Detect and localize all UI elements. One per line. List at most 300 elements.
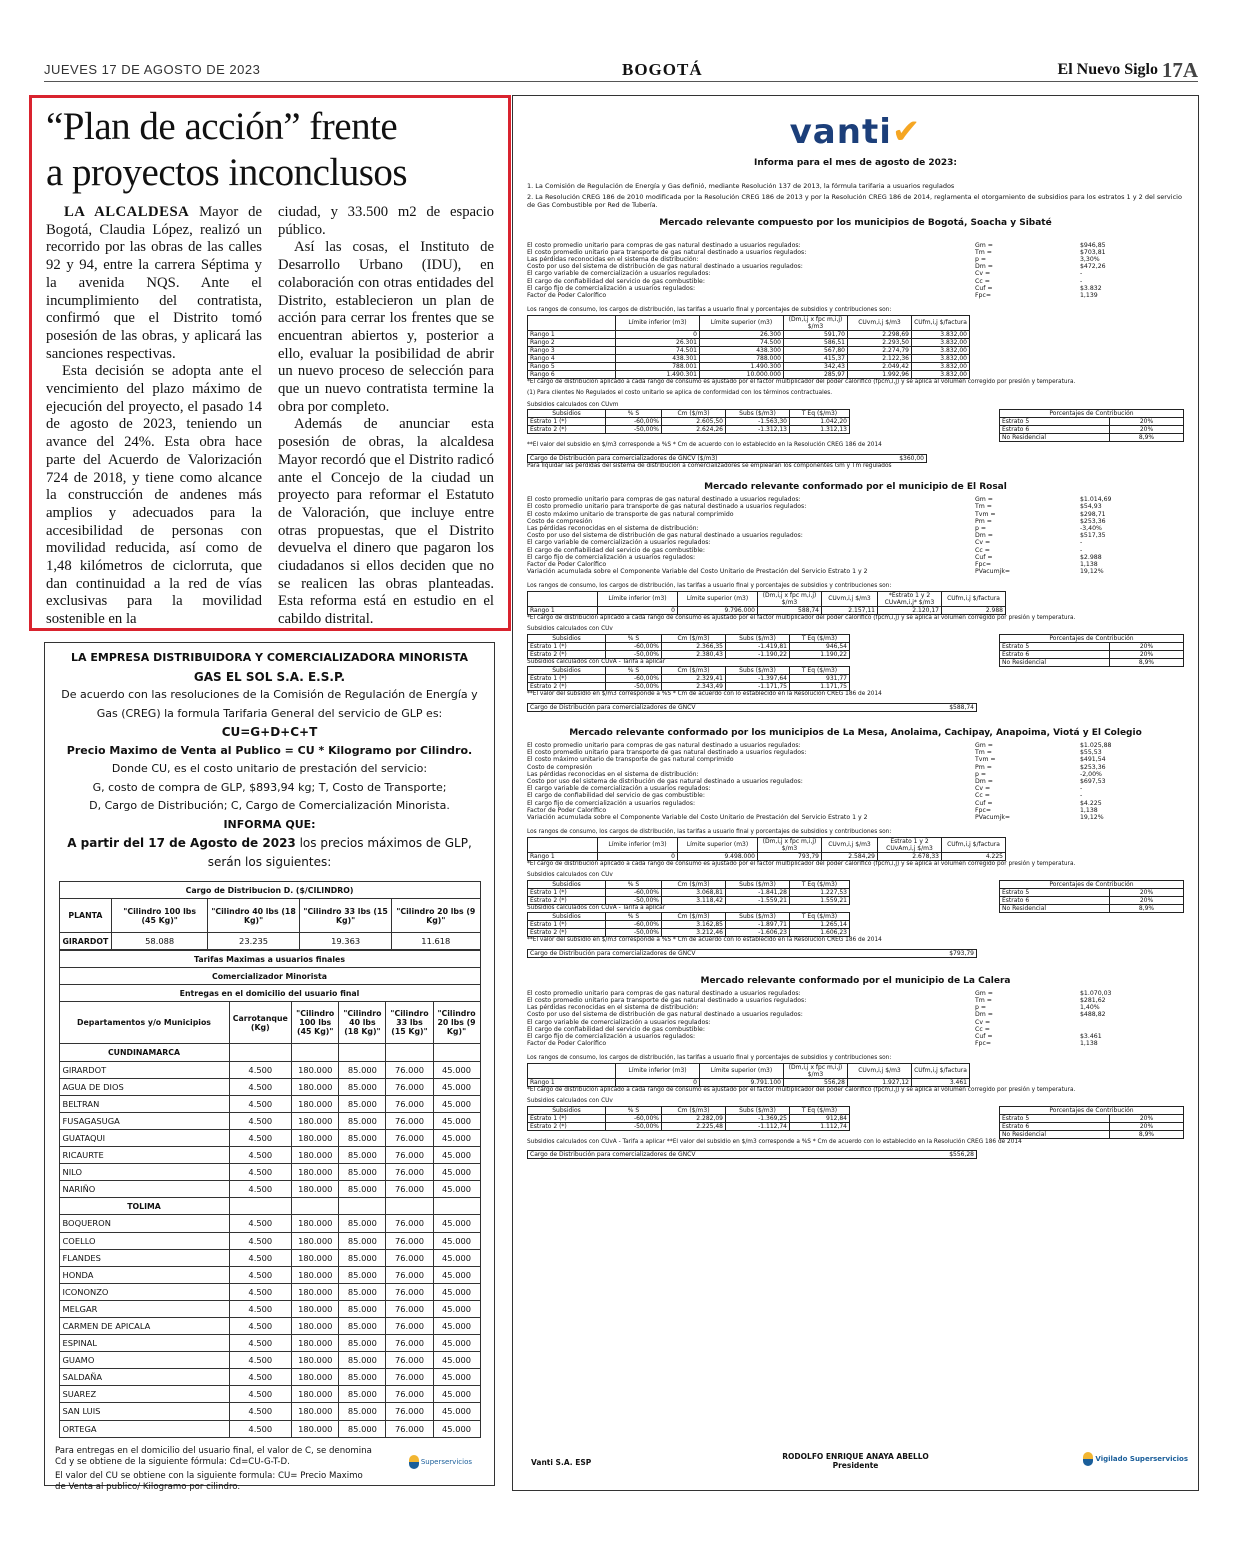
param-cell: Las pérdidas reconocidas en el sistema de distribución: (527, 770, 699, 778)
param-cell: Las pérdidas reconocidas en el sistema de distribución: (527, 525, 699, 533)
param-cell: $1.070,03 (1080, 989, 1112, 997)
market-section (527, 218, 1184, 471)
page-header (44, 60, 1198, 82)
param-cell: p = (975, 525, 987, 533)
market-parameters (527, 742, 1184, 821)
price-cell: 76.000 (386, 1403, 433, 1420)
param-cell: Cv = (975, 785, 991, 793)
table-row: Estrato 1 (*) -60,00% 2.282,09 -1.369,25 912,84 (528, 1114, 850, 1122)
table-row (59, 1352, 480, 1369)
market-title: Mercado relevante conformado por el municipio de La Calera (700, 975, 1011, 986)
price-cell: 180.000 (292, 1403, 339, 1420)
price-cell: 76.000 (386, 1300, 433, 1317)
param-cell: Costo de compresión (527, 763, 593, 771)
table-row (59, 1249, 480, 1266)
param-cell: Cc = (975, 792, 990, 800)
param-cell: El cargo fijo de comercialización a usuarios regulados: (527, 553, 696, 561)
table-row (59, 1147, 480, 1164)
ranges-intro: Los rangos de consumo, los cargos de distribución, las tarifas a usuario final y porcentajes de subsidios y contribuciones son: (527, 829, 892, 836)
table-row: Estrato 2 (*) -50,00% 3.212,46 -1.606,23 1.606,23 (528, 929, 850, 937)
price-cell: 180.000 (292, 1061, 339, 1078)
param-cell: El cargo de confiabilidad del servicio de gas combustible: (527, 277, 705, 285)
municipality-name: COELLO (59, 1232, 229, 1249)
market-section (527, 482, 1184, 712)
table-row: Rango 3 74.501 438.300 567,80 2.274,79 3.832,00 (528, 346, 970, 354)
table-row: Estrato 2 (*) -50,00% 2.343,49 -1.171,75 1.171,75 (528, 683, 850, 691)
param-cell: Fpc= (975, 561, 992, 569)
contribution-table: Porcentajes de Contribución Estrato 5 20% Estrato 6 20% No Residencial 8,9% (999, 409, 1184, 442)
ranges-table: Límite inferior (m3) Límite superior (m3) (Dm,i,j x fpc m,i,j) $/m3 CUvm,i,j $/m3 *Estrato 1 y 2 CUvAm,i,j* $/m3 CUfm,i,j $/factura Rango 1 0 9.796.000 588,74 2.157,11 2.120,17 2.988 (527, 591, 1006, 615)
param-cell: - (1080, 539, 1083, 547)
price-cell: 76.000 (386, 1249, 433, 1266)
param-cell: Fpc= (975, 1040, 992, 1048)
param-cell: Pm = (975, 517, 992, 525)
table-row (59, 1181, 480, 1198)
param-cell: $491,54 (1080, 756, 1106, 764)
price-cell: 45.000 (433, 1300, 480, 1317)
table-row: No Residencial 8,9% (1000, 434, 1184, 442)
market-parameters (527, 990, 1184, 1048)
param-cell: $3.461 (1080, 1032, 1102, 1040)
table-row (59, 1129, 480, 1146)
price-cell: 45.000 (433, 1078, 480, 1095)
article-paragraph: LA ALCALDESA Mayor de Bogotá, Claudia López, realizó un recorrido por las obras de las calles 92 y 94, entre la carrera Séptima y la avenida NQS. Ante el incumplimiento del contratista, confirmó que el Distrito tomó posesión de las obras, y aplicará las sanciones respectivas. (46, 204, 263, 362)
param-cell: Tvm = (975, 510, 996, 518)
param-cell: - (1080, 270, 1083, 278)
param-cell (1080, 1019, 1200, 1026)
vanti-item-1: 1. La Comisión de Regulación de Energía y Gas definió, mediante Resolución 137 de 2013, la fórmula tarifaria a usuarios regulados (527, 182, 955, 190)
price-cell: 45.000 (433, 1232, 480, 1249)
gncv-label: Cargo de Distribución para comercializadores de GNCV (530, 703, 696, 711)
vanti-company: Vanti S.A. ESP (531, 1458, 592, 1467)
price-cell: 85.000 (339, 1335, 386, 1352)
price-cell: 85.000 (339, 1369, 386, 1386)
vanti-tariff-notice (512, 95, 1199, 1491)
price-cell: 180.000 (292, 1335, 339, 1352)
param-cell: Cc = (975, 277, 990, 285)
param-cell: $697,53 (1080, 777, 1106, 785)
param-cell: El cargo variable de comercialización a usuarios regulados: (527, 785, 711, 793)
price-cell: 4.500 (229, 1095, 292, 1112)
price-cell: 45.000 (433, 1369, 480, 1386)
price-cell: 180.000 (292, 1095, 339, 1112)
param-cell: -2,00% (1080, 770, 1102, 778)
price-cell: 76.000 (386, 1232, 433, 1249)
table-row: Estrato 6 20% (1000, 896, 1184, 904)
param-cell: $488,82 (1080, 1011, 1106, 1019)
param-cell: El costo promedio unitario para transporte de gas natural destinado a usuarios regulados: (527, 503, 807, 511)
subsidy-table: Subsidios % S Cm ($/m3) Subs ($/m3) T Eq ($/m3) Estrato 1 (*) -60,00% 2.605,50 -1.563,30 1.042,20 Estrato 2 (*) -50,00% 2.624,26 -1.312,13 1.312,13 (527, 409, 850, 434)
price-cell: 85.000 (339, 1215, 386, 1232)
param-cell: El costo promedio unitario para compras de gas natural destinado a usuarios regulados: (527, 989, 801, 997)
subsidy-note: **El valor del subsidio en $/m3 corresponde a %S * Cm de acuerdo con lo establecido en la Resolución CREG 186 de 2014 (527, 442, 882, 449)
ranges-intro: Los rangos de consumo, los cargos de distribución, las tarifas a usuario final y porcentajes de subsidios y contribuciones son: (527, 1055, 892, 1062)
price-cell: 45.000 (433, 1386, 480, 1403)
price-cell: 85.000 (339, 1112, 386, 1129)
glp-company: GAS EL SOL S.A. E.S.P. (193, 669, 346, 684)
table-row: Estrato 2 (*) -50,00% 2.225,48 -1.112,74 1.112,74 (528, 1122, 850, 1130)
param-cell: Factor de Poder Calorífico (527, 1040, 607, 1048)
price-cell: 180.000 (292, 1317, 339, 1334)
newspaper-name: El Nuevo Siglo (1057, 61, 1158, 78)
price-cell: 45.000 (433, 1095, 480, 1112)
price-cell: 180.000 (292, 1181, 339, 1198)
param-cell: El cargo de confiabilidad del servicio de gas combustible: (527, 792, 705, 800)
price-cell: 180.000 (292, 1420, 339, 1437)
param-cell: El costo promedio unitario para compras de gas natural destinado a usuarios regulados: (527, 241, 801, 249)
ranges-table: Límite inferior (m3) Límite superior (m3) (Dm,i,j x fpc m,i,j) $/m3 CUvm,i,j $/m3 CUfm,i,j $/factura Rango 1 0 9.791.100 556,28 1.927,12 3.461 (527, 1063, 970, 1087)
price-cell: 76.000 (386, 1317, 433, 1334)
param-cell: - (1080, 785, 1083, 793)
param-cell: Cc = (975, 1025, 990, 1033)
param-cell: $517,35 (1080, 532, 1106, 540)
param-cell: Factor de Poder Calorífico (527, 292, 607, 300)
municipality-name: BELTRAN (59, 1095, 229, 1112)
municipality-name: FLANDES (59, 1249, 229, 1266)
table-row: Estrato 1 (*) -60,00% 3.162,85 -1.897,71 1.265,14 (528, 921, 850, 929)
param-cell: El cargo de confiabilidad del servicio de gas combustible: (527, 1025, 705, 1033)
price-cell: 85.000 (339, 1147, 386, 1164)
municipality-name: SAN LUIS (59, 1403, 229, 1420)
param-cell: $1.014,69 (1080, 496, 1112, 504)
price-cell: 4.500 (229, 1249, 292, 1266)
param-cell: $3.832 (1080, 284, 1102, 292)
glp-def-d: D, Cargo de Distribución; C, Cargo de Comercialización Minorista. (89, 799, 450, 812)
subsidy-table: Subsidios % S Cm ($/m3) Subs ($/m3) T Eq ($/m3) Estrato 1 (*) -60,00% 2.282,09 -1.369,25 912,84 Estrato 2 (*) -50,00% 2.225,48 -1.112,74 1.112,74 (527, 1106, 850, 1131)
table-row: Estrato 6 20% (1000, 650, 1184, 658)
table-row (59, 1317, 480, 1334)
department-name: CUNDINAMARCA (59, 1044, 229, 1061)
price-cell: 76.000 (386, 1352, 433, 1369)
price-cell: 76.000 (386, 1147, 433, 1164)
table-row (59, 1266, 480, 1283)
municipality-name: ORTEGA (59, 1420, 229, 1437)
article-title: “Plan de acción” frente a proyectos inconclusos (46, 105, 408, 194)
param-cell: $703,81 (1080, 248, 1106, 256)
subsidy2-label: Subsidios calculados con CUvA - Tarifa a aplicar (527, 904, 666, 911)
article-paragraph: Esta decisión se adopta ante el vencimiento del plazo máximo de ejecución del proyecto, el pasado 14 de agosto de 2023, teniendo un avance del 24%. Esta obra hace parte del Acuerdo de Valorización 724 de 2018, y tiene como alcance la construcción de andenes más amplios y adecuados para la accesibilidad de personas con movilidad reducida, así como de 1,48 kilómetros de ciclorruta, que dan continuidad a la red de vías exclusivas para la movilidad sostenible en la (46, 363, 262, 628)
param-cell: Gm = (975, 741, 993, 749)
price-cell: 180.000 (292, 1352, 339, 1369)
table-row: Rango 5 788.001 1.490.300 342,43 2.049,42 3.832,00 (528, 362, 970, 370)
superservicios-logo: Superservicios (409, 1455, 472, 1469)
municipality-name: GIRARDOT (59, 1061, 229, 1078)
price-cell: 85.000 (339, 1164, 386, 1181)
price-cell: 180.000 (292, 1215, 339, 1232)
param-cell: Dm = (975, 263, 993, 271)
municipality-name: ICONONZO (59, 1283, 229, 1300)
param-cell: 1,138 (1080, 561, 1098, 569)
table-row: Rango 2 26.301 74.500 586,51 2.293,50 3.832,00 (528, 338, 970, 346)
param-cell: Tm = (975, 749, 992, 757)
price-cell: 85.000 (339, 1232, 386, 1249)
table-row (59, 1078, 480, 1095)
param-cell: 1,138 (1080, 806, 1098, 814)
param-cell: $253,36 (1080, 763, 1106, 771)
issue-date: JUEVES 17 DE AGOSTO DE 2023 (44, 62, 261, 77)
param-cell: Costo por uso del sistema de distribución de gas natural destinado a usuarios regulados: (527, 532, 803, 540)
price-cell: 4.500 (229, 1129, 292, 1146)
market-parameters (527, 242, 1184, 300)
price-cell: 4.500 (229, 1369, 292, 1386)
price-cell: 180.000 (292, 1078, 339, 1095)
param-cell: $2.988 (1080, 553, 1102, 561)
param-cell: - (1080, 277, 1083, 285)
table-row (59, 1420, 480, 1437)
param-cell: El cargo fijo de comercialización a usuarios regulados: (527, 284, 696, 292)
news-article (29, 95, 511, 631)
price-cell: 180.000 (292, 1386, 339, 1403)
gncv-value: $360,00 (899, 454, 924, 462)
param-cell: Cuf = (975, 799, 993, 807)
price-cell: 76.000 (386, 1129, 433, 1146)
param-cell: Cv = (975, 1018, 991, 1026)
municipality-name: NARIÑO (59, 1181, 229, 1198)
signer-name: RODOLFO ENRIQUE ANAYA ABELLO (782, 1452, 929, 1461)
param-cell: PVacumjk= (975, 568, 1011, 576)
table-row: Rango 1 0 9.796.000 588,74 2.157,11 2.120,17 2.988 (528, 606, 1006, 614)
article-column-2 (278, 204, 494, 629)
market-parameters (527, 496, 1184, 575)
price-cell: 45.000 (433, 1283, 480, 1300)
param-cell: Dm = (975, 1011, 993, 1019)
price-cell: 85.000 (339, 1061, 386, 1078)
param-cell: Tvm = (975, 756, 996, 764)
glp-price-table: Cargo de Distribucion D. ($/CILINDRO) PLANTA "Cilindro 100 lbs (45 Kg)" "Cilindro 40 lbs (18 Kg)" "Cilindro 33 lbs (15 Kg)" "Cilindro 20 lbs (9 Kg)" GIRARDOT 58.088 23.235 19.363 11.618 (59, 881, 481, 950)
param-cell: 19,12% (1080, 568, 1104, 576)
market-section (527, 976, 1184, 1160)
signer-role: Presidente (832, 1461, 879, 1470)
gncv-value: $556,28 (949, 1151, 974, 1159)
glp-heading: LA EMPRESA DISTRIBUIDORA Y COMERCIALIZADORA MINORISTA (71, 651, 468, 664)
price-cell: 4.500 (229, 1283, 292, 1300)
ranges-table: Límite inferior (m3) Límite superior (m3) (Dm,i,j x fpc m,i,j) $/m3 CUvm,i,j $/m3 Estrato 1 y 2 CUvAm,i,j $/m3 CUfm,i,j $/factura Rango 1 0 9.498.000 793,79 2.584,29 2.678,33 4.225 (527, 837, 1006, 861)
param-cell: El cargo fijo de comercialización a usuarios regulados: (527, 1032, 696, 1040)
table-row: Estrato 2 (*) -50,00% 2.624,26 -1.312,13 1.312,13 (528, 426, 850, 434)
price-cell: 76.000 (386, 1181, 433, 1198)
param-cell: Factor de Poder Calorífico (527, 806, 607, 814)
price-cell: 85.000 (339, 1403, 386, 1420)
municipality-name: MELGAR (59, 1300, 229, 1317)
fpc-note: *El cargo de distribución aplicado a cada rango de consumo es ajustado por el factor multiplicador del poder calorífico (fpcm,i,j) y se aplica al volumen corregido por presión y temperatura. (527, 378, 1076, 385)
dept-row (59, 1044, 480, 1061)
price-cell: 180.000 (292, 1164, 339, 1181)
market-title: Mercado relevante compuesto por los municipios de Bogotá, Soacha y Sibaté (659, 217, 1052, 228)
price-cell: 85.000 (339, 1181, 386, 1198)
table-row: Estrato 5 20% (1000, 888, 1184, 896)
market-section (527, 728, 1184, 958)
price-cell: 45.000 (433, 1335, 480, 1352)
param-cell: $946,85 (1080, 241, 1106, 249)
table-row (59, 1403, 480, 1420)
price-cell: 85.000 (339, 1420, 386, 1437)
article-paragraph: Así las cosas, el Instituto de Desarrollo Urbano (IDU), en colaboración con otras entidades del Distrito, establecieron un plan de acción para cerrar los frentes que se encuentran abiertos y, posterior a ello, evaluar la posibilidad de abrir un nuevo proceso de selección para que un nuevo contratista termine la obra por completo. (278, 239, 494, 415)
price-cell: 180.000 (292, 1249, 339, 1266)
ranges-intro: Los rangos de consumo, los cargos de distribución, las tarifas a usuario final y porcentajes de subsidios y contribuciones son: (527, 583, 892, 590)
param-cell: $472,26 (1080, 263, 1106, 271)
price-cell: 76.000 (386, 1369, 433, 1386)
municipality-name: RICAURTE (59, 1147, 229, 1164)
price-cell: 4.500 (229, 1266, 292, 1283)
table-row: Estrato 5 20% (1000, 1114, 1184, 1122)
table-row: Rango 1 0 9.791.100 556,28 1.927,12 3.461 (528, 1078, 970, 1086)
table-row: Estrato 5 20% (1000, 642, 1184, 650)
price-cell: 4.500 (229, 1147, 292, 1164)
param-cell: El costo promedio unitario para transporte de gas natural destinado a usuarios regulados: (527, 996, 807, 1004)
table-row (59, 1215, 480, 1232)
subsidy-note: **El valor del subsidio en $/m3 corresponde a %S * Cm de acuerdo con lo establecido en la Resolución CREG 186 de 2014 (527, 691, 882, 698)
table-row: Rango 4 438.301 788.000 415,37 2.122,36 3.832,00 (528, 354, 970, 362)
municipality-name: GUATAQUI (59, 1129, 229, 1146)
table-row: No Residencial 8,9% (1000, 1130, 1184, 1138)
contribution-table: Porcentajes de Contribución Estrato 5 20% Estrato 6 20% No Residencial 8,9% (999, 880, 1184, 913)
glp-max-price: Precio Maximo de Venta al Publico = CU * Kilogramo por Cilindro. (66, 743, 473, 757)
price-cell: 180.000 (292, 1129, 339, 1146)
param-cell: El cargo variable de comercialización a usuarios regulados: (527, 539, 711, 547)
param-cell: Dm = (975, 777, 993, 785)
section-name: BOGOTÁ (622, 60, 703, 79)
param-cell: p = (975, 1004, 987, 1012)
municipality-name: CARMEN DE APICALA (59, 1317, 229, 1334)
param-cell (1080, 1026, 1200, 1033)
price-cell: 4.500 (229, 1352, 292, 1369)
param-cell: - (1080, 792, 1083, 800)
subsidy-block (527, 880, 1184, 938)
price-cell: 76.000 (386, 1164, 433, 1181)
superservicios-icon (409, 1455, 419, 1469)
price-cell: 45.000 (433, 1352, 480, 1369)
check-icon: ✔ (891, 112, 922, 152)
table-row: Estrato 6 20% (1000, 1122, 1184, 1130)
price-cell: 76.000 (386, 1386, 433, 1403)
table-row: No Residencial 8,9% (1000, 658, 1184, 666)
municipality-name: FUSAGASUGA (59, 1112, 229, 1129)
article-column-1 (46, 204, 262, 629)
price-cell: 85.000 (339, 1129, 386, 1146)
param-cell: Costo por uso del sistema de distribución de gas natural destinado a usuarios regulados: (527, 777, 803, 785)
table-row: Estrato 1 (*) -60,00% 3.068,81 -1.841,28 1.227,53 (528, 888, 850, 896)
price-cell: 4.500 (229, 1317, 292, 1334)
price-cell: 76.000 (386, 1266, 433, 1283)
subsidy-label: Subsidios calculados con CUv (527, 872, 613, 879)
price-cell: 45.000 (433, 1249, 480, 1266)
param-cell: Gm = (975, 241, 993, 249)
param-cell: -3,40% (1080, 525, 1102, 533)
price-cell: 180.000 (292, 1283, 339, 1300)
gncv-charge (527, 1150, 977, 1159)
dept-row (59, 1198, 480, 1215)
table-row: Estrato 6 20% (1000, 426, 1184, 434)
price-cell: 4.500 (229, 1164, 292, 1181)
municipality-name: ESPINAL (59, 1335, 229, 1352)
glp-note-2: El valor del CU se obtiene con la siguiente formula: CU= Precio Maximo de Venta al publico/ Kilogramo por cilindro. (55, 1470, 363, 1493)
price-cell: 4.500 (229, 1300, 292, 1317)
ranges-table: Límite inferior (m3) Límite superior (m3) (Dm,i,j x fpc m,i,j) $/m3 CUvm,i,j $/m3 CUfm,i,j $/factura Rango 1 0 26.300 591,70 2.298,69 3.832,00 Rango 2 26.301 74.500 586,51 2.293,50 3.832,00 Rango 3 74.501 438.300 567,80 2.274,79 3.832,00 Rango 4 438.301 788.000 415,37 2.122,36 3.832,00 Rango 5 788.001 1.490.300 342,43 2.049,42 3.832,00 Rango 6 1.490.301 10.000.000 285,97 1.992,96 3.832,00 (527, 315, 970, 379)
table-row: Estrato 2 (*) -50,00% 3.118,42 -1.559,21 1.559,21 (528, 896, 850, 904)
subsidy-note: **El valor del subsidio en $/m3 corresponde a %S * Cm de acuerdo con lo establecido en la Resolución CREG 186 de 2014 (527, 937, 882, 944)
price-cell: 85.000 (339, 1386, 386, 1403)
subsidy2-table: Subsidios % S Cm ($/m3) Subs ($/m3) T Eq ($/m3) Estrato 1 (*) -60,00% 2.329,41 -1.397,64 931,77 Estrato 2 (*) -50,00% 2.343,49 -1.171,75 1.171,75 (527, 666, 850, 691)
param-cell: 19,12% (1080, 814, 1104, 821)
vigilado-logo: Vigilado Superservicios (1083, 1452, 1188, 1466)
param-cell: PVacumjk= (975, 814, 1011, 821)
nr-note: (1) Para clientes No Regulados el costo unitario se aplica de conformidad con los términos contractuales. (527, 390, 833, 397)
table-row: No Residencial 8,9% (1000, 904, 1184, 912)
price-cell: 180.000 (292, 1266, 339, 1283)
glp-tariff-table: Tarifas Maximas a usuarios finales Comercializador Minorista Entregas en el domicilio del usuario final Departamentos y/o Municipios Carrotanque (Kg) "Cilindro 100 lbs (45 Kg)" "Cilindro 40 lbs (18 Kg)" "Cilindro 33 lbs (15 Kg)" "Cilindro 20 lbs (9 Kg)" CUNDINAMARCA GIRARDOT 4.500 180.000 85.000 76.000 45.000 AGUA DE DIOS 4.500 180.000 85.000 76.000 45.000 BELTRAN 4.500 180.000 85.000 76.000 45.000 FUSAGASUGA 4.500 180.000 85.000 76.000 45.000 GUATAQUI 4.500 180.000 85.000 76.000 45.000 RICAURTE 4.500 180.000 85.000 76.000 45.000 NILO 4.500 180.000 85.000 76.000 45.000 NARIÑO 4.500 180.000 85.000 76.000 45.000 TOLIMA BOQUERON 4.500 180.000 85.000 76.000 45.000 COELLO 4.500 180.000 85.000 76.000 45.000 FLANDES 4.500 180.000 85.000 76.000 45.000 HONDA 4.500 180.000 85.000 76.000 45.000 ICONONZO 4.500 180.000 85.000 76.000 45.000 MELGAR 4.500 180.000 85.000 76.000 45.000 CARMEN DE APICALA 4.500 180.000 85.000 76.000 45.000 ESPINAL 4.500 180.000 85.000 76.000 45.000 GUAMO 4.500 180.000 85.000 76.000 45.000 SALDAÑA 4.500 180.000 85.000 76.000 45.000 SUAREZ 4.500 180.000 85.000 76.000 45.000 SAN LUIS 4.500 180.000 85.000 76.000 45.000 ORTEGA 4.500 180.000 85.000 76.000 45.000 (59, 950, 481, 1437)
param-cell: $4.225 (1080, 799, 1102, 807)
param-cell: - (1080, 546, 1083, 554)
subsidy-block (527, 634, 1184, 692)
price-cell: 45.000 (433, 1164, 480, 1181)
market-title: Mercado relevante conformado por el municipio de El Rosal (704, 482, 1007, 493)
gncv-charge (527, 454, 927, 463)
param-cell: Tm = (975, 248, 992, 256)
price-cell: 45.000 (433, 1061, 480, 1078)
table-row (59, 1283, 480, 1300)
param-cell: 1,139 (1080, 292, 1098, 300)
param-cell: El costo máximo unitario de transporte de gas natural comprimido (527, 510, 734, 518)
table-row (59, 1095, 480, 1112)
price-cell: 76.000 (386, 1112, 433, 1129)
fpc-note: *El cargo de distribución aplicado a cada rango de consumo es ajustado por el factor multiplicador del poder calorífico (fpcm,i,j) y se aplica al volumen corregido por presión y temperatura. (527, 614, 1076, 621)
gncv-value: $793,79 (949, 949, 974, 957)
vanti-logo: vanti✔ (789, 112, 922, 152)
price-cell: 85.000 (339, 1249, 386, 1266)
param-cell: p = (975, 256, 987, 264)
glp-formula: CU=G+D+C+T (221, 725, 318, 739)
subsidy-table: Subsidios % S Cm ($/m3) Subs ($/m3) T Eq ($/m3) Estrato 1 (*) -60,00% 3.068,81 -1.841,28 1.227,53 Estrato 2 (*) -50,00% 3.118,42 -1.559,21 1.559,21 (527, 880, 850, 905)
signature-block (513, 1452, 1198, 1470)
param-cell: El cargo variable de comercialización a usuarios regulados: (527, 270, 711, 278)
subsidy2-table: Subsidios % S Cm ($/m3) Subs ($/m3) T Eq ($/m3) Estrato 1 (*) -60,00% 3.162,85 -1.897,71 1.265,14 Estrato 2 (*) -50,00% 3.212,46 -1.606,23 1.606,23 (527, 912, 850, 937)
price-cell: 4.500 (229, 1335, 292, 1352)
param-cell: El cargo variable de comercialización a usuarios regulados: (527, 1018, 711, 1026)
price-cell: 4.500 (229, 1403, 292, 1420)
param-cell: Las pérdidas reconocidas en el sistema de distribución: (527, 256, 699, 264)
param-cell: Tm = (975, 503, 992, 511)
param-cell: El cargo de confiabilidad del servicio de gas combustible: (527, 546, 705, 554)
price-cell: 76.000 (386, 1283, 433, 1300)
price-cell: 76.000 (386, 1335, 433, 1352)
param-cell: Pm = (975, 763, 992, 771)
price-cell: 180.000 (292, 1300, 339, 1317)
param-cell: El costo promedio unitario para compras de gas natural destinado a usuarios regulados: (527, 741, 801, 749)
price-cell: 85.000 (339, 1317, 386, 1334)
param-cell: Cuf = (975, 553, 993, 561)
price-cell: 85.000 (339, 1266, 386, 1283)
superservicios-icon (1083, 1452, 1093, 1466)
price-cell: 4.500 (229, 1215, 292, 1232)
param-cell: Costo de compresión (527, 517, 593, 525)
gncv-value: $588,74 (949, 703, 974, 711)
municipality-name: SALDAÑA (59, 1369, 229, 1386)
price-cell: 180.000 (292, 1232, 339, 1249)
param-cell: $298,71 (1080, 510, 1106, 518)
table-row (59, 1369, 480, 1386)
price-cell: 4.500 (229, 1386, 292, 1403)
subsidy-note: Subsidios calculados con CUvA - Tarifa a aplicar **El valor del subsidio en $/m3 corresponde a %S * Cm de acuerdo con lo establecido en la Resolución CREG 186 de 2014 (527, 1138, 1022, 1145)
price-cell: 180.000 (292, 1147, 339, 1164)
param-cell: Fpc= (975, 806, 992, 814)
table-row: Estrato 1 (*) -60,00% 2.366,35 -1.419,81 946,54 (528, 642, 850, 650)
table-row (59, 1164, 480, 1181)
fpc-note: *El cargo de distribución aplicado a cada rango de consumo es ajustado por el factor multiplicador del poder calorífico (fpcm,i,j) y se aplica al volumen corregido por presión y temperatura. (527, 1086, 1076, 1093)
article-paragraph: ciudad, y 33.500 m2 de espacio público. (278, 204, 494, 238)
price-cell: 45.000 (433, 1420, 480, 1437)
param-cell: Factor de Poder Calorífico (527, 561, 607, 569)
param-cell: $253,36 (1080, 517, 1106, 525)
